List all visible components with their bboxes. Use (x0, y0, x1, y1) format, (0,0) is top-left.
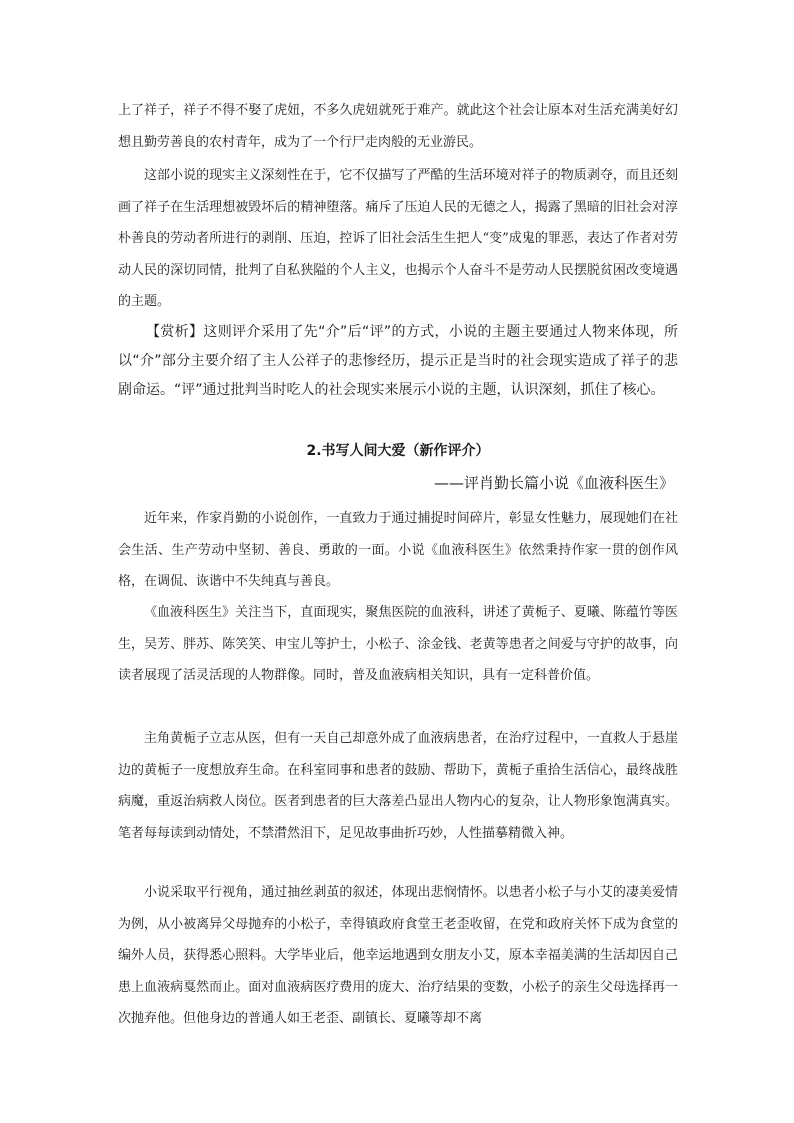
paragraph-1: 上了祥子，祥子不得不娶了虎妞，不多久虎妞就死于难产。就此这个社会让原本对生活充满美好幻想且勤劳善良的农村青年，成为了一个行尸走肉般的无业游民。 (118, 103, 678, 150)
paragraph-4: 《血液科医生》关注当下，直面现实，聚焦医院的血液科，讲述了黄栀子、夏曦、陈蕴竹等医生，吴芳、胖苏、陈笑笑、申宝儿等护士，小松子、涂金钱、老黄等患者之间爱与守护的故事，向读者展现了活灵活现的人物群像。同时，普及血液病相关知识，具有一定科普价值。 (118, 605, 678, 683)
paragraph-6: 小说采取平行视角，通过抽丝剥茧的叙述，体现出悲悯情怀。以患者小松子与小艾的凄美爱情为例，从小被离异父母抛弃的小松子，幸得镇政府食堂王老歪收留，在党和政府关怀下成为食堂的编外人员，获得悉心照料。大学毕业后，他幸运地遇到女朋友小艾，原本幸福美满的生活却因自己患上血液病戛然而止。面对血液病医疗费用的庞大、治疗结果的变数，小松子的亲生父母选择再一次抛弃他。但他身边的普通人如王老歪、副镇长、夏曦等却不离 (118, 885, 678, 1026)
appreciation-paragraph: 【赏析】这则评介采用了先“介”后“评”的方式，小说的主题主要通过人物来体现，所以“介”部分主要介绍了主人公祥子的悲惨经历，提示正是当时的社会现实造成了祥子的悲剧命运。“评”通过批判当时吃人的社会现实来展示小说的主题，认识深刻，抓住了核心。 (118, 324, 678, 398)
article-title: 2.书写人间大爱（新作评介） (306, 443, 490, 459)
paragraph-3: 近年来，作家肖勤的小说创作，一直致力于通过捕捉时间碎片，彰显女性魅力，展现她们在社会生活、生产劳动中坚韧、善良、勇敢的一面。小说《血液科医生》依然秉持作家一贯的创作风格，在调侃、诙谐中不失纯真与善良。 (118, 511, 678, 589)
paragraph-2: 这部小说的现实主义深刻性在于，它不仅描写了严酷的生活环境对祥子的物质剥夺，而且还刻画了祥子在生活理想被毁坏后的精神堕落。痛斥了压迫人民的无德之人，揭露了黑暗的旧社会对淳朴善良的劳动者所进行的剥削、压迫，控诉了旧社会活生生把人“变”成鬼的罪恶，表达了作者对劳动人民的深切同情，批判了自私狭隘的个人主义，也揭示个人奋斗不是劳动人民摆脱贫困改变境遇的主题。 (118, 168, 678, 309)
paragraph-5: 主角黄栀子立志从医，但有一天自己却意外成了血液病患者，在治疗过程中，一直救人于悬崖边的黄栀子一度想放弃生命。在科室同事和患者的鼓励、帮助下，黄栀子重拾生活信心，最终战胜病魔，重返治病救人岗位。医者到患者的巨大落差凸显出人物内心的复杂，让人物形象饱满真实。笔者每每读到动情处，不禁潸然泪下，足见故事曲折巧妙，人性描摹精微入神。 (118, 731, 678, 841)
article-subtitle: ——评肖勤长篇小说《血液科医生》 (433, 474, 674, 492)
